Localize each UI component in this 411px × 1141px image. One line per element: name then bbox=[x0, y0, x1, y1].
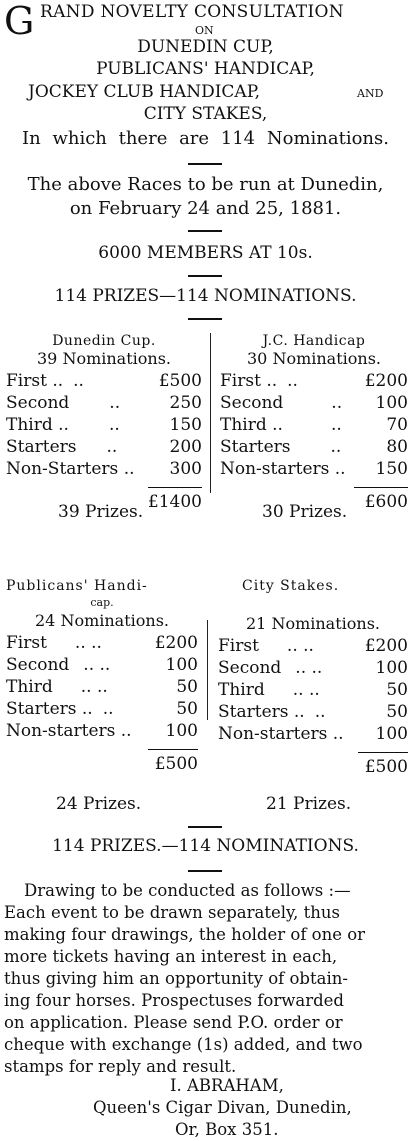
prize-value: 300 bbox=[169, 459, 202, 479]
prize-label: First bbox=[218, 636, 259, 656]
event-nominations: 39 Nominations. bbox=[37, 349, 171, 368]
title-line bbox=[0, 0, 411, 43]
race-publicans: PUBLICANS' HANDICAP, bbox=[96, 59, 315, 79]
prizes-heading: 114 PRIZES—114 NOMINATIONS. bbox=[54, 286, 357, 306]
event-city-stakes bbox=[218, 578, 408, 777]
prize-label: First .. bbox=[220, 371, 278, 391]
races-run-line-2: on February 24 and 25, 1881. bbox=[69, 198, 342, 219]
prize-label: Starters .. bbox=[6, 699, 93, 719]
prize-table bbox=[6, 370, 202, 480]
prize-dots bbox=[135, 458, 170, 480]
prize-row bbox=[220, 436, 408, 458]
prize-label: First .. bbox=[6, 371, 64, 391]
prize-label: Second bbox=[6, 655, 70, 675]
event-total: £500 bbox=[364, 757, 408, 777]
prize-value: 50 bbox=[386, 680, 408, 700]
event-prizes: 30 Prizes. bbox=[262, 502, 348, 522]
prize-label: Starters .. bbox=[218, 702, 305, 722]
prize-value: 50 bbox=[176, 677, 198, 697]
prize-label: Second bbox=[218, 658, 282, 678]
race-list bbox=[0, 36, 411, 80]
prize-row bbox=[218, 635, 408, 657]
drawing-line: stamps for reply and result. bbox=[4, 1057, 237, 1076]
drawing-line: Drawing to be conducted as follows :— bbox=[24, 881, 351, 900]
prize-dots: .. bbox=[108, 415, 120, 435]
prize-row bbox=[6, 698, 198, 720]
event-prizes: 39 Prizes. bbox=[58, 502, 144, 522]
prize-dots: .. .. bbox=[295, 658, 323, 678]
drawing-line: Each event to be drawn separately, thus bbox=[4, 903, 341, 922]
event-name: J.C. Handicap bbox=[262, 333, 366, 349]
prize-row bbox=[218, 723, 408, 745]
drawing-paragraph bbox=[4, 880, 409, 1078]
event-nominations: 24 Nominations. bbox=[35, 611, 169, 630]
race-dunedin-cup: DUNEDIN CUP, bbox=[137, 37, 274, 57]
event-total: £500 bbox=[154, 754, 198, 774]
drawing-line: cheque with exchange (1s) added, and two bbox=[4, 1035, 363, 1054]
prize-row bbox=[6, 676, 198, 698]
prize-row bbox=[218, 657, 408, 679]
prize-dots: .. .. bbox=[292, 680, 320, 700]
prize-label: First bbox=[6, 633, 47, 653]
prize-label: Third bbox=[218, 680, 265, 700]
prize-dots bbox=[344, 723, 376, 745]
prize-label: Non-starters .. bbox=[218, 724, 344, 744]
race-jockey: JOCKEY CLUB HANDICAP, bbox=[28, 82, 261, 102]
prize-value: 50 bbox=[386, 702, 408, 722]
event-prizes: 21 Prizes. bbox=[266, 794, 352, 814]
event-publicans-handicap bbox=[6, 578, 198, 774]
signature-name: I. ABRAHAM, bbox=[170, 1076, 284, 1095]
prize-dots: .. bbox=[109, 393, 121, 413]
prize-row bbox=[220, 458, 408, 480]
event-name: Publicans' Handi- bbox=[6, 578, 148, 594]
event-total: £1400 bbox=[147, 492, 202, 512]
prize-value: 70 bbox=[386, 415, 408, 435]
prize-row bbox=[6, 414, 202, 436]
title-text: RAND NOVELTY CONSULTATION bbox=[40, 2, 344, 22]
event-jc-handicap bbox=[220, 333, 408, 512]
event-dunedin-cup bbox=[6, 333, 202, 512]
prize-value: 80 bbox=[386, 437, 408, 457]
prize-value: 150 bbox=[169, 415, 202, 435]
divider bbox=[188, 275, 222, 277]
total-rule bbox=[358, 752, 408, 753]
prize-row bbox=[6, 436, 202, 458]
prize-row bbox=[220, 414, 408, 436]
title-on: ON bbox=[195, 24, 214, 37]
prize-dots bbox=[346, 458, 376, 480]
races-run-line-1: The above Races to be run at Dunedin, bbox=[27, 174, 384, 195]
column-divider bbox=[210, 333, 211, 493]
prize-label: Starters bbox=[220, 437, 291, 457]
members-line: 6000 MEMBERS AT 10s. bbox=[98, 243, 313, 263]
event-nominations: 30 Nominations. bbox=[247, 349, 381, 368]
total-rule bbox=[354, 487, 408, 488]
event-total: £600 bbox=[364, 492, 408, 512]
prize-label: Third .. bbox=[220, 415, 283, 435]
divider bbox=[188, 318, 222, 320]
prize-label: Third .. bbox=[6, 415, 69, 435]
divider bbox=[188, 163, 222, 165]
prize-label: Non-starters .. bbox=[6, 721, 132, 741]
prize-value: 100 bbox=[375, 658, 408, 678]
drawing-line: thus giving him an opportunity of obtain- bbox=[4, 969, 348, 988]
signature-box: Or, Box 351. bbox=[175, 1120, 279, 1139]
prize-label: Second bbox=[6, 393, 70, 413]
prize-table bbox=[220, 370, 408, 480]
drawing-line: ing four horses. Prospectuses forwarded bbox=[4, 991, 344, 1010]
prize-row bbox=[220, 370, 408, 392]
prize-dots: .. .. bbox=[80, 677, 108, 697]
prize-row bbox=[6, 370, 202, 392]
prize-row bbox=[218, 679, 408, 701]
prize-row bbox=[6, 632, 198, 654]
prize-value: 100 bbox=[165, 655, 198, 675]
prize-dots: .. bbox=[330, 415, 342, 435]
prize-table bbox=[218, 635, 408, 745]
prize-value: 50 bbox=[176, 699, 198, 719]
prize-value: 200 bbox=[169, 437, 202, 457]
divider bbox=[188, 826, 222, 828]
event-name: City Stakes. bbox=[242, 578, 340, 594]
prize-dots: .. .. bbox=[83, 655, 111, 675]
column-divider bbox=[207, 620, 208, 720]
total-rule bbox=[148, 487, 202, 488]
nominations-line: In which there are 114 Nominations. bbox=[22, 128, 389, 149]
race-city: CITY STAKES, bbox=[143, 104, 268, 124]
prize-value: £500 bbox=[158, 371, 202, 391]
race-jockey-row bbox=[0, 82, 411, 104]
prize-row bbox=[6, 458, 202, 480]
prize-value: 150 bbox=[375, 459, 408, 479]
prize-dots: .. bbox=[331, 393, 343, 413]
prize-dots: .. bbox=[102, 699, 114, 719]
prize-label: Starters bbox=[6, 437, 77, 457]
event-name: Dunedin Cup. bbox=[52, 333, 156, 349]
prize-row bbox=[6, 654, 198, 676]
prizes-heading-2: 114 PRIZES.—114 NOMINATIONS. bbox=[52, 836, 359, 856]
prize-value: £200 bbox=[154, 633, 198, 653]
prize-label: Non-Starters .. bbox=[6, 459, 135, 479]
prize-dots: .. bbox=[106, 437, 118, 457]
prize-label: Non-starters .. bbox=[220, 459, 346, 479]
event-nominations: 21 Nominations. bbox=[246, 614, 380, 633]
prize-row bbox=[218, 701, 408, 723]
signature-address: Queen's Cigar Divan, Dunedin, bbox=[93, 1098, 352, 1117]
prize-dots: .. .. bbox=[74, 633, 102, 653]
divider bbox=[188, 230, 222, 232]
event-prizes: 24 Prizes. bbox=[56, 794, 142, 814]
drawing-line: making four drawings, the holder of one or bbox=[4, 925, 366, 944]
race-and: AND bbox=[357, 87, 384, 100]
prize-value: 100 bbox=[165, 721, 198, 741]
prize-row bbox=[220, 392, 408, 414]
divider bbox=[188, 870, 222, 872]
prize-dots: .. bbox=[314, 702, 326, 722]
drawing-line: more tickets having an interest in each, bbox=[4, 947, 338, 966]
prize-table bbox=[6, 632, 198, 742]
prize-label: Third bbox=[6, 677, 53, 697]
prize-dots bbox=[132, 720, 166, 742]
drawing-line: on application. Please send P.O. order or bbox=[4, 1013, 343, 1032]
total-rule bbox=[148, 749, 198, 750]
prize-dots: .. bbox=[287, 371, 298, 391]
prize-value: 250 bbox=[169, 393, 202, 413]
event-name-continued: cap. bbox=[90, 596, 114, 609]
prize-dots: .. .. bbox=[286, 636, 314, 656]
prize-dots: .. bbox=[330, 437, 342, 457]
prize-row bbox=[6, 392, 202, 414]
prize-value: £200 bbox=[364, 636, 408, 656]
prize-label: Second bbox=[220, 393, 284, 413]
prize-dots: .. bbox=[73, 371, 84, 391]
prize-row bbox=[6, 720, 198, 742]
prize-value: 100 bbox=[375, 724, 408, 744]
prize-value: 100 bbox=[375, 393, 408, 413]
prize-value: £200 bbox=[364, 371, 408, 391]
title-initial: G bbox=[4, 0, 35, 43]
